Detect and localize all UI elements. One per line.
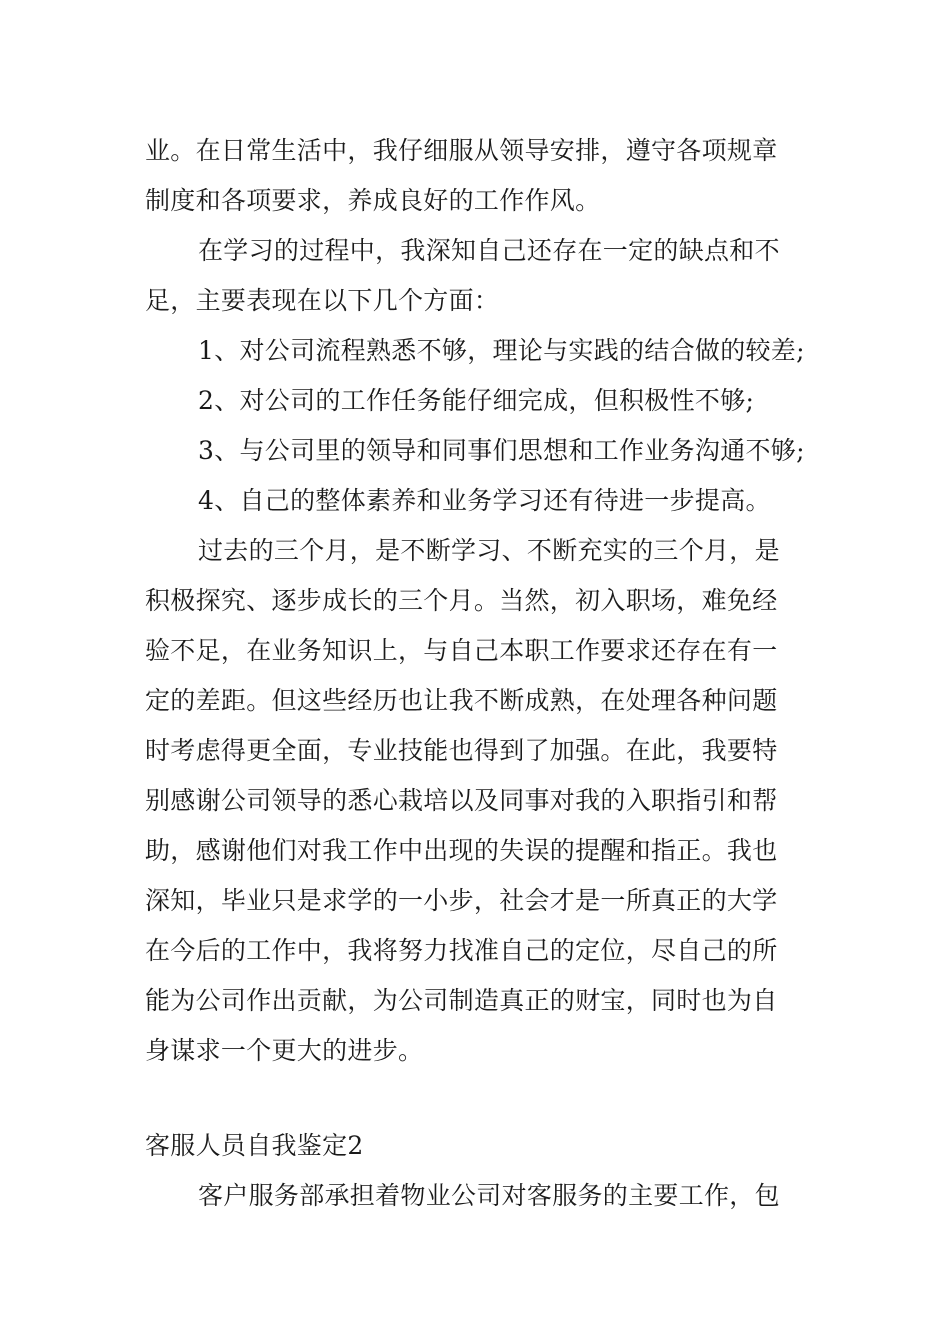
paragraph-line: 时考虑得更全面，专业技能也得到了加强。在此，我要特: [145, 736, 778, 765]
list-item: 4、自己的整体素养和业务学习还有待进一步提高。: [198, 486, 771, 515]
paragraph-line: 业。在日常生活中，我仔细服从领导安排，遵守各项规章: [145, 136, 778, 165]
list-item: 3、与公司里的领导和同事们思想和工作业务沟通不够;: [198, 436, 805, 465]
paragraph-line: 在今后的工作中，我将努力找准自己的定位，尽自己的所: [145, 936, 778, 965]
paragraph-line: 过去的三个月，是不断学习、不断充实的三个月，是: [198, 536, 780, 565]
paragraph-line: 深知，毕业只是求学的一小步，社会才是一所真正的大学: [145, 886, 778, 915]
paragraph-line: 在学习的过程中，我深知自己还存在一定的缺点和不: [198, 236, 780, 265]
paragraph-line: 别感谢公司领导的悉心栽培以及同事对我的入职指引和帮: [145, 786, 778, 815]
paragraph-line: 定的差距。但这些经历也让我不断成熟，在处理各种问题: [145, 686, 778, 715]
list-item: 1、对公司流程熟悉不够，理论与实践的结合做的较差;: [198, 336, 805, 365]
paragraph-line: 助，感谢他们对我工作中出现的失误的提醒和指正。我也: [145, 836, 778, 865]
paragraph-line: 客户服务部承担着物业公司对客服务的主要工作，包: [198, 1181, 780, 1210]
section-heading: 客服人员自我鉴定2: [145, 1131, 364, 1160]
paragraph-line: 足，主要表现在以下几个方面：: [145, 286, 500, 315]
paragraph-line: 积极探究、逐步成长的三个月。当然，初入职场，难免经: [145, 586, 778, 615]
list-item: 2、对公司的工作任务能仔细完成，但积极性不够;: [198, 386, 755, 415]
paragraph-line: 身谋求一个更大的进步。: [145, 1036, 424, 1065]
paragraph-line: 制度和各项要求，养成良好的工作作风。: [145, 186, 601, 215]
paragraph-line: 能为公司作出贡献，为公司制造真正的财宝，同时也为自: [145, 986, 778, 1015]
paragraph-line: 验不足，在业务知识上，与自己本职工作要求还存在有一: [145, 636, 778, 665]
